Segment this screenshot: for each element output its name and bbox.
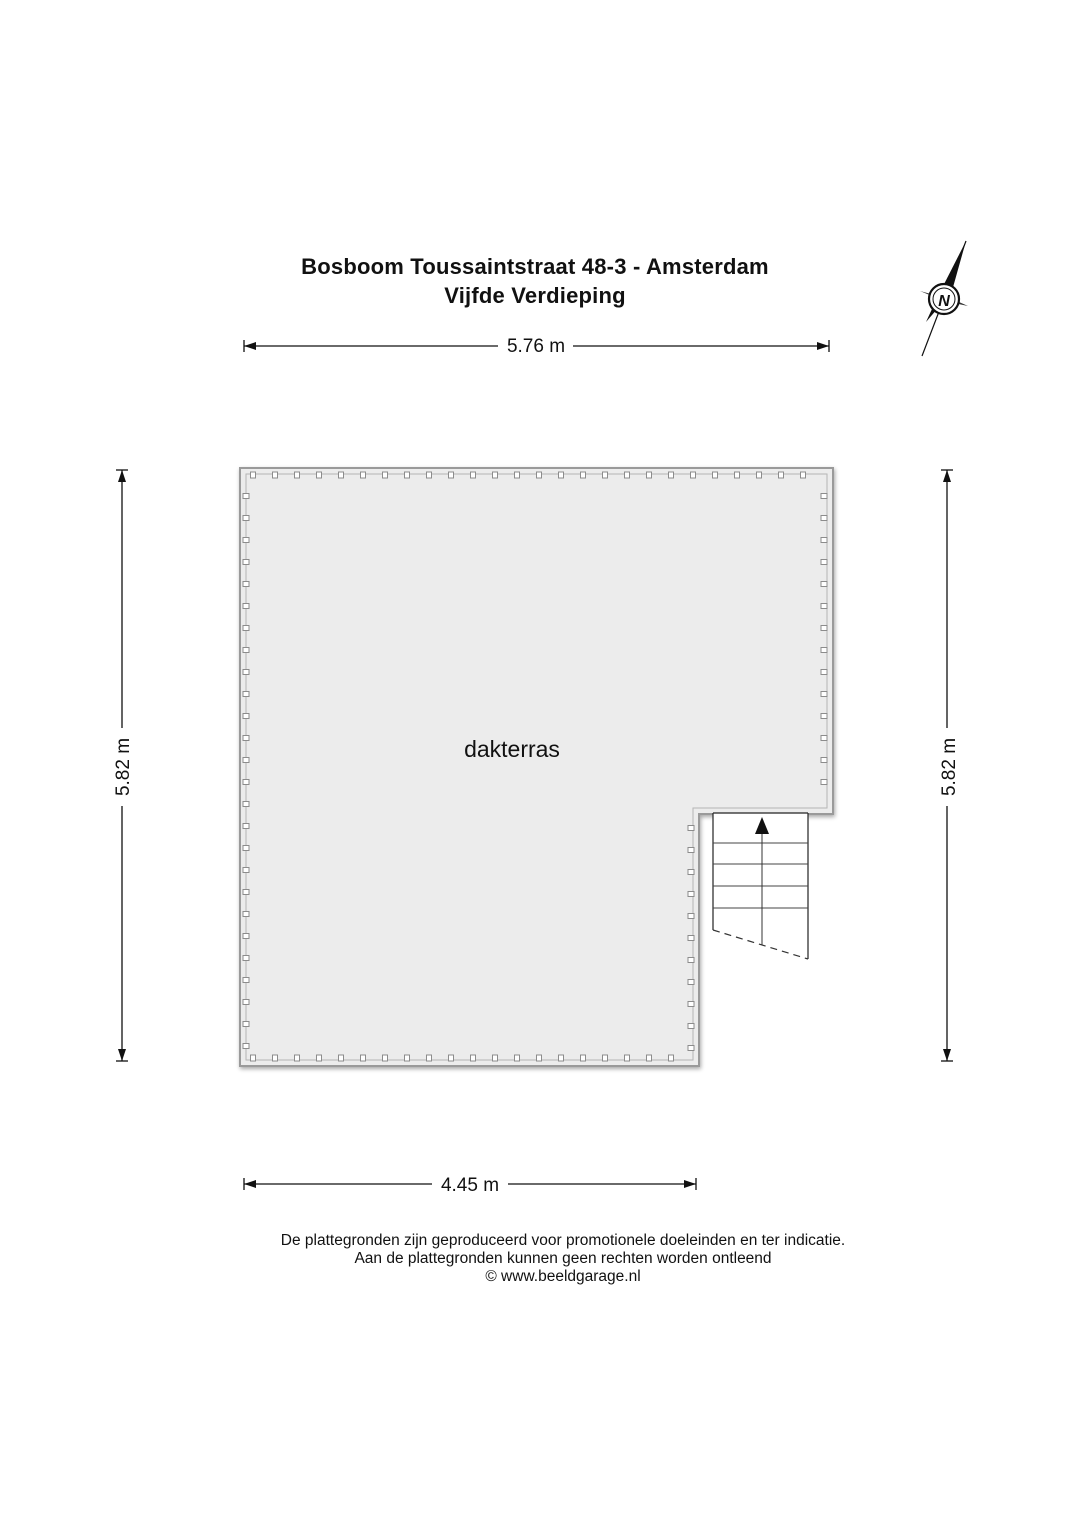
- railing-post: [647, 472, 652, 478]
- railing-post: [243, 714, 249, 719]
- railing-post: [493, 472, 498, 478]
- railing-post: [821, 604, 827, 609]
- compass-north-label: N: [938, 293, 950, 310]
- railing-post: [361, 1055, 366, 1061]
- railing-post: [688, 958, 694, 963]
- dimension-bottom-label: 4.45 m: [440, 1175, 500, 1196]
- railing-post: [383, 1055, 388, 1061]
- room-label-dakterras: dakterras: [464, 736, 560, 762]
- railing-post: [243, 494, 249, 499]
- railing-post: [779, 472, 784, 478]
- railing-post: [821, 494, 827, 499]
- railing-post: [243, 824, 249, 829]
- railing-post: [243, 890, 249, 895]
- railing-post: [317, 472, 322, 478]
- railing-post: [243, 516, 249, 521]
- railing-post: [688, 870, 694, 875]
- dimension-left: [113, 470, 134, 1061]
- railing-post: [339, 472, 344, 478]
- railing-post: [361, 472, 366, 478]
- railing-post: [243, 1044, 249, 1049]
- dimension-top-label: 5.76 m: [506, 336, 566, 357]
- railing-post: [405, 1055, 410, 1061]
- railing-post: [821, 626, 827, 631]
- railing-post: [821, 516, 827, 521]
- railing-post: [471, 1055, 476, 1061]
- railing-post: [243, 780, 249, 785]
- railing-post: [243, 868, 249, 873]
- dimension-right-label: 5.82 m: [939, 737, 960, 797]
- dimension-bottom: [244, 1175, 696, 1196]
- railing-post: [688, 1024, 694, 1029]
- north-compass-icon: [920, 241, 968, 356]
- railing-post: [243, 846, 249, 851]
- railing-post: [243, 758, 249, 763]
- railing-post: [688, 914, 694, 919]
- railing-post: [243, 1022, 249, 1027]
- railing-post: [493, 1055, 498, 1061]
- dimension-top: [244, 336, 829, 357]
- railing-post: [427, 472, 432, 478]
- railing-post: [581, 1055, 586, 1061]
- railing-post: [243, 582, 249, 587]
- railing-post: [243, 912, 249, 917]
- copyright-line: © www.beeldgarage.nl: [485, 1268, 641, 1285]
- railing-post: [243, 1000, 249, 1005]
- address-title: Bosboom Toussaintstraat 48-3 - Amsterdam: [301, 254, 769, 279]
- railing-post: [757, 472, 762, 478]
- railing-post: [691, 472, 696, 478]
- railing-post: [688, 980, 694, 985]
- railing-post: [273, 472, 278, 478]
- railing-post: [243, 956, 249, 961]
- railing-post: [405, 472, 410, 478]
- railing-post: [821, 560, 827, 565]
- railing-post: [471, 472, 476, 478]
- railing-post: [243, 604, 249, 609]
- railing-post: [713, 472, 718, 478]
- railing-post: [688, 848, 694, 853]
- railing-post: [243, 538, 249, 543]
- railing-post: [669, 472, 674, 478]
- railing-post: [449, 1055, 454, 1061]
- railing-post: [821, 714, 827, 719]
- railing-post: [559, 472, 564, 478]
- railing-post: [537, 1055, 542, 1061]
- railing-post: [383, 472, 388, 478]
- railing-post: [243, 560, 249, 565]
- railing-post: [603, 472, 608, 478]
- disclaimer-line-2: Aan de plattegronden kunnen geen rechten worden ontleend: [354, 1250, 772, 1267]
- railing-post: [295, 1055, 300, 1061]
- railing-post: [273, 1055, 278, 1061]
- railing-post: [243, 670, 249, 675]
- railing-post: [735, 472, 740, 478]
- railing-post: [688, 1002, 694, 1007]
- railing-post: [669, 1055, 674, 1061]
- railing-post: [427, 1055, 432, 1061]
- railing-post: [243, 736, 249, 741]
- staircase: [713, 813, 808, 959]
- railing-post: [688, 892, 694, 897]
- railing-post: [243, 934, 249, 939]
- railing-post: [821, 670, 827, 675]
- railing-post: [243, 692, 249, 697]
- railing-post: [821, 758, 827, 763]
- railing-post: [559, 1055, 564, 1061]
- railing-post: [625, 1055, 630, 1061]
- railing-post: [647, 1055, 652, 1061]
- railing-post: [688, 1046, 694, 1051]
- railing-post: [603, 1055, 608, 1061]
- railing-post: [317, 1055, 322, 1061]
- railing-post: [537, 472, 542, 478]
- railing-post: [251, 1055, 256, 1061]
- railing-post: [625, 472, 630, 478]
- railing-post: [801, 472, 806, 478]
- disclaimer-line-1: De plattegronden zijn geproduceerd voor promotionele doeleinden en ter indicatie.: [280, 1232, 846, 1249]
- railing-post: [243, 648, 249, 653]
- railing-post: [243, 626, 249, 631]
- railing-post: [821, 736, 827, 741]
- railing-post: [295, 472, 300, 478]
- railing-post: [251, 472, 256, 478]
- dimension-right: [939, 470, 960, 1061]
- railing-post: [243, 802, 249, 807]
- railing-post: [821, 648, 827, 653]
- railing-post: [339, 1055, 344, 1061]
- railing-post: [515, 1055, 520, 1061]
- railing-post: [821, 538, 827, 543]
- railing-post: [688, 936, 694, 941]
- dimension-left-label: 5.82 m: [113, 737, 134, 797]
- floor-title: Vijfde Verdieping: [444, 283, 626, 308]
- railing-post: [581, 472, 586, 478]
- railing-post: [515, 472, 520, 478]
- railing-post: [821, 692, 827, 697]
- railing-post: [449, 472, 454, 478]
- railing-post: [821, 780, 827, 785]
- railing-post: [821, 582, 827, 587]
- railing-post: [243, 978, 249, 983]
- terrace-outline: [240, 468, 833, 1066]
- railing-post: [688, 826, 694, 831]
